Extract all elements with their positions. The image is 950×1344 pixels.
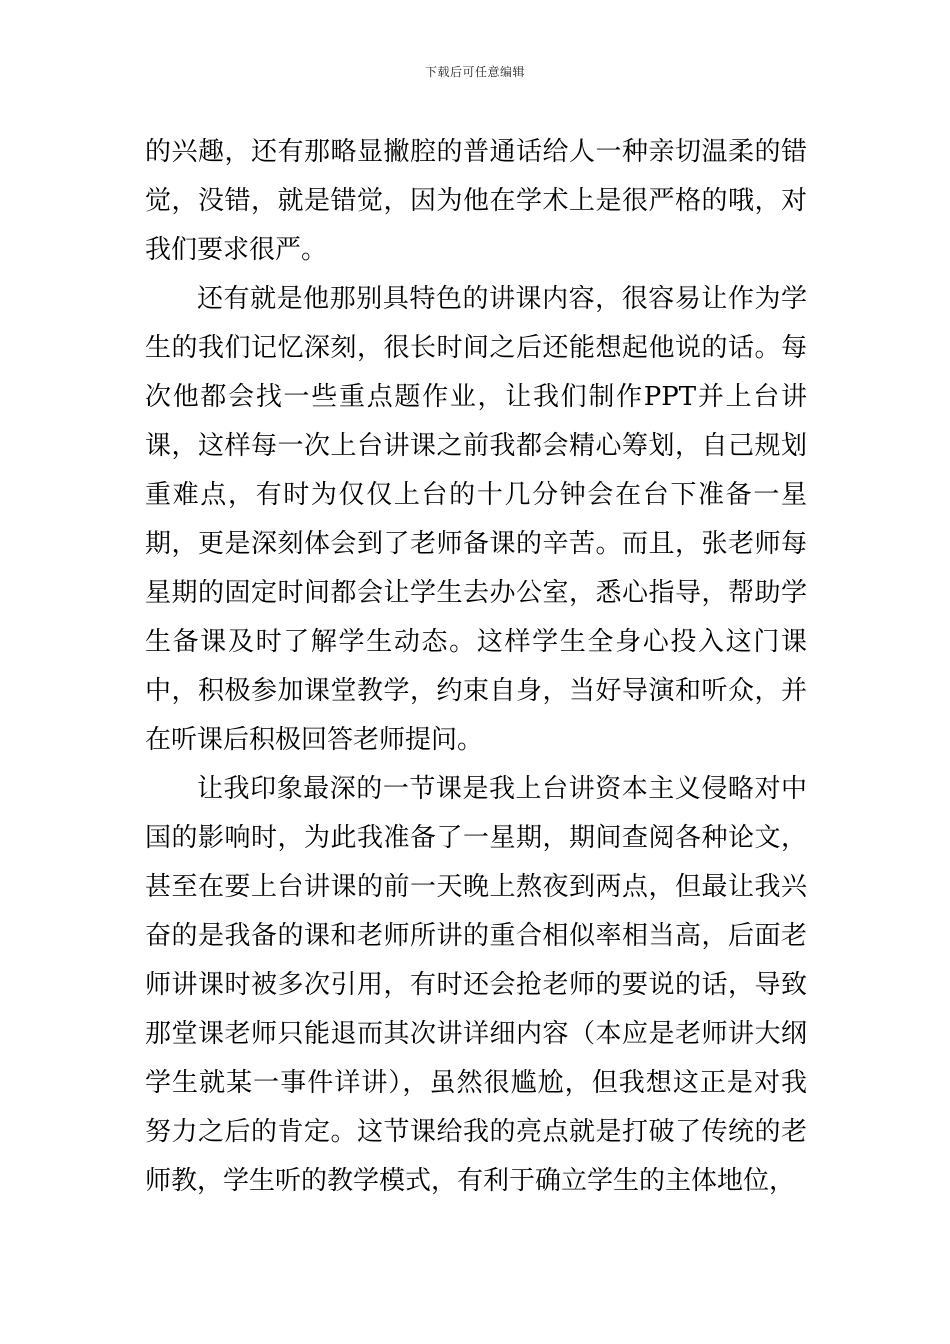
page-header: 下载后可任意编辑 xyxy=(424,65,525,79)
paragraph-2: 还有就是他那别具特色的讲课内容，很容易让作为学生的我们记忆深刻，很长时间之后还能想起他说的话。每次他都会找一些重点题作业，让我们制作PPT并上台讲课，这样每一次上台讲课之前我都会精心筹划，自己规划重难点，有时为仅仅上台的十几分钟会在台下准备一星期，更是深刻体会到了老师备课的辛苦。而且，张老师每星期的固定时间都会让学生去办公室，悉心指导，帮助学生备课及时了解学生动态。这样学生全身心投入这门课中，积极参加课堂教学，约束自身，当好导演和听众，并在听课后积极回答老师提问。 xyxy=(145,284,807,755)
document-body xyxy=(145,128,807,1206)
paragraph-1: 的兴趣，还有那略显撇腔的普通话给人一种亲切温柔的错觉，没错，就是错觉，因为他在学术上是很严格的哦，对我们要求很严。 xyxy=(145,137,807,265)
paragraph-3: 让我印象最深的一节课是我上台讲资本主义侵略对中国的影响时，为此我准备了一星期，期间查阅各种论文，甚至在要上台讲课的前一天晚上熬夜到两点，但最让我兴奋的是我备的课和老师所讲的重合相似率相当高，后面老师讲课时被多次引用，有时还会抢老师的要说的话，导致那堂课老师只能退而其次讲详细内容（本应是老师讲大纲学生就某一事件详讲），虽然很尴尬，但我想这正是对我努力之后的肯定。这节课给我的亮点就是打破了传统的老师教，学生听的教学模式，有利于确立学生的主体地位， xyxy=(145,774,807,1196)
